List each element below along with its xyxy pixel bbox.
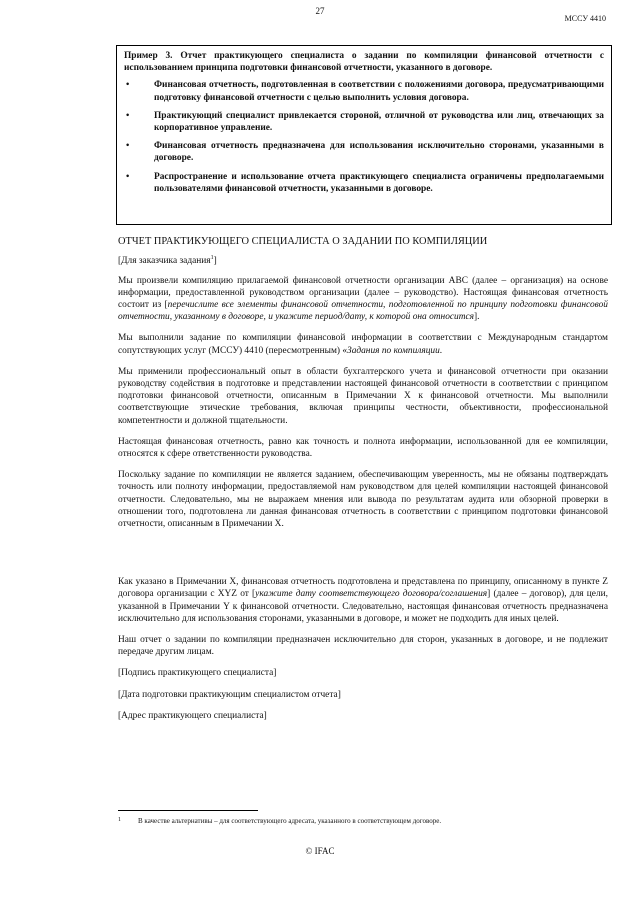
- bullet-icon: •: [126, 80, 130, 91]
- paragraph-compilation: Мы произвели компиляцию прилагаемой финансовой отчетности организации ABC (далее – организация) на основе информации, предоставленной руководством организации (далее – руководство). Настоящая финансовая отчетность состоит из [перечислите все элементы финансовой отчетности, подготовленной по принципу подготовки финансовой отчетности, указанному в договоре, и укажите период/дату, к которой она относится].: [118, 275, 608, 323]
- example-box: [116, 45, 612, 225]
- copyright-footer: © IFAC: [305, 846, 335, 856]
- page-number: 27: [315, 6, 325, 16]
- bullet-icon: •: [126, 171, 130, 182]
- list-item: [124, 110, 604, 134]
- paragraph-standard: Мы выполнили задание по компиляции финансовой информации в соответствии с Международным стандартом сопутствующих услуг (МССУ) 4410 (пересмотренным) «Задания по компиляции.: [118, 333, 608, 356]
- paragraph-no-assurance: Поскольку задание по компиляции не является заданием, обеспечивающим уверенность, мы не обязаны подтверждать точность или полноту информации, предоставляемой нам руководством для целей компиляции настоящей финансовой отчетности. Следовательно, мы не выражаем мнения или вывода по результатам аудита или обзорной проверки в отношении того, подготовлена ли данная финансовая отчетность в соответствии с принципом подготовки финансовой отчетности, описанным в Примечании X.: [118, 470, 608, 529]
- report-title: ОТЧЕТ ПРАКТИКУЮЩЕГО СПЕЦИАЛИСТА О ЗАДАНИИ ПО КОМПИЛЯЦИИ: [118, 236, 488, 247]
- paragraph-expertise: Мы применили профессиональный опыт в области бухгалтерского учета и финансовой отчетности при оказании руководству содействия в подготовке и представлении настоящей финансовой отчетности в соответствии с принципом подготовки финансовой отчетности, описанным в Примечании X к финансовой отчетности. Мы выполнили соответствующие этические требования, включая принципы честности, объективности, профессиональной компетентности и должной тщательности.: [118, 366, 608, 426]
- spacer: [118, 539, 608, 576]
- list-item-text: Распространение и использование отчета практикующего специалиста ограничены предполагаемыми пользователями финансовой отчетности, указанными в договоре.: [154, 171, 604, 194]
- bullet-icon: •: [126, 141, 130, 152]
- report-addressee: [Для заказчика задания$^1$]: [118, 255, 217, 267]
- example-box-title: Пример 3. Отчет практикующего специалиста о задании по компиляции финансовой отчетности с использованием принципа подготовки финансовой отчетности, указанного в договоре.: [124, 51, 604, 74]
- footnote: [118, 817, 598, 826]
- list-item: [124, 140, 604, 164]
- footnote-mark: 1: [118, 817, 121, 823]
- footnote-text: В качестве альтернативы – для соответствующего адресата, указанного в соответствующем договоре.: [138, 817, 442, 825]
- bullet-icon: •: [126, 110, 130, 121]
- list-item-text: Финансовая отчетность предназначена для использования исключительно сторонами, указанными в договоре.: [154, 141, 604, 164]
- example-box-bullets: [124, 79, 604, 195]
- footnote-reference[interactable]: 1: [210, 255, 214, 262]
- list-item: [124, 79, 604, 103]
- paragraph-basis: Как указано в Примечании X, финансовая отчетность подготовлена и представлена по принципу, описанному в пункте Z договора организации с XYZ от [укажите дату соответствующего договора/соглашения] (далее – договор), для цели, указанной в Примечании Y к финансовой отчетности. Следовательно, настоящая финансовая отчетность предназначена исключительно для использования сторонами, указанными в договоре, и может не подходить для иных целей.: [118, 577, 608, 624]
- footnote-divider: [118, 810, 258, 811]
- date-placeholder: [Дата подготовки практикующим специалистом отчета]: [118, 689, 341, 700]
- address-placeholder: [Адрес практикующего специалиста]: [118, 710, 267, 721]
- paragraph-restriction: Наш отчет о задании по компиляции предназначен исключительно для сторон, указанных в договоре, и не подлежит передаче другим лицам.: [118, 635, 608, 658]
- paragraph-responsibility: Настоящая финансовая отчетность, равно как точность и полнота информации, использованной для ее компиляции, относятся к сфере ответственности руководства.: [118, 436, 608, 459]
- list-item: [124, 171, 604, 195]
- signature-placeholder: [Подпись практикующего специалиста]: [118, 668, 277, 679]
- list-item-text: Финансовая отчетность, подготовленная в соответствии с положениями договора, предусматривающими подготовку финансовой отчетности с целью выполнить условия договора.: [154, 80, 604, 103]
- report-body: [118, 236, 608, 731]
- list-item-text: Практикующий специалист привлекается стороной, отличной от руководства или лиц, отвечающих за корпоративное управление.: [154, 110, 604, 134]
- standard-code: МССУ 4410: [564, 14, 606, 23]
